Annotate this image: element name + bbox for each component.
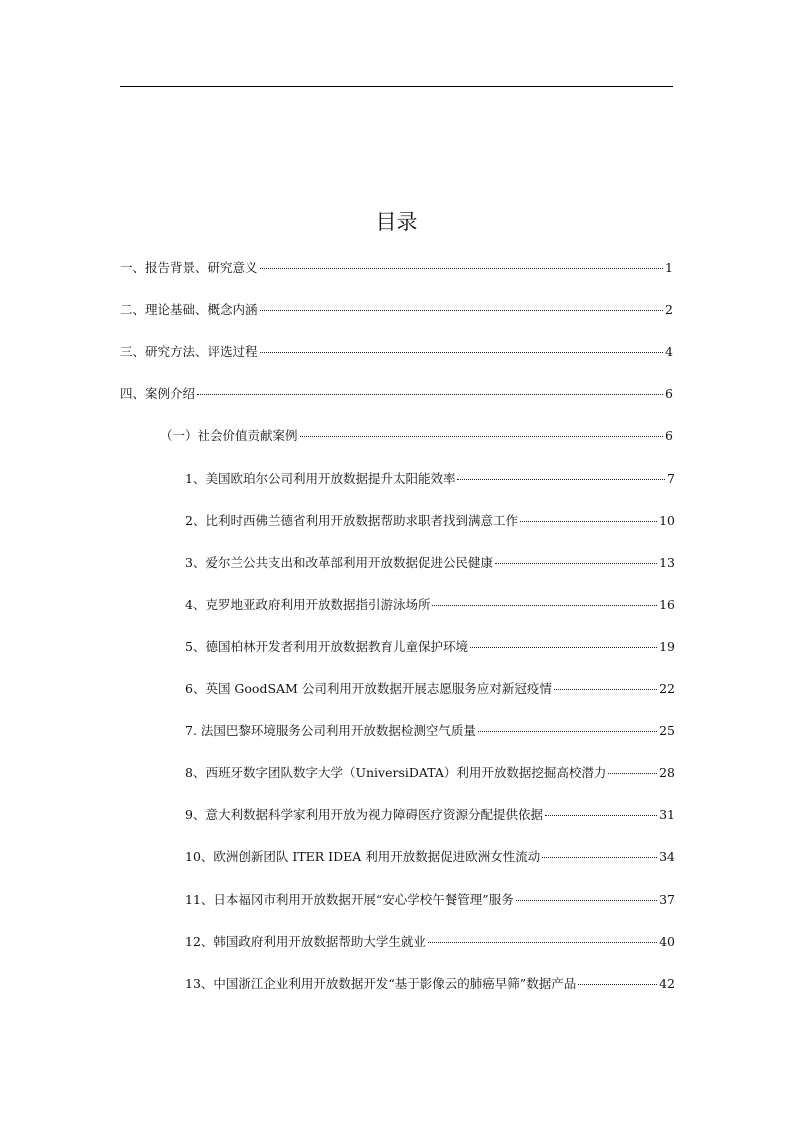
toc-page-number: 10 [659,512,675,528]
toc-dot-leader [432,604,657,606]
toc-entry[interactable] [185,928,675,956]
toc-entry-text: 10、欧洲创新团队 ITER IDEA 利用开放数据促进欧洲女性流动 [185,849,541,865]
toc-entry[interactable] [185,507,675,535]
toc-entry[interactable] [185,717,675,745]
toc-title: 目录 [375,210,418,234]
toc-entry[interactable] [120,296,673,324]
toc-page-number: 1 [665,260,673,275]
toc-entry[interactable] [185,759,675,787]
toc-dot-leader [542,856,657,858]
toc-entry[interactable] [185,801,675,829]
toc-entry-text: 8、西班牙数字团队数字大学（UniversiDATA）利用开放数据挖掘高校潜力 [185,765,607,781]
toc-entry-text: 4、克罗地亚政府利用开放数据指引游泳场所 [185,596,431,612]
toc-entry-text: 9、意大利数据科学家利用开放为视力障碍医疗资源分配提供依据 [185,807,543,823]
toc-dot-leader [520,520,657,522]
toc-dot-leader [470,646,657,648]
toc-dot-leader [495,562,657,564]
toc-entry[interactable] [120,380,673,408]
toc-entry[interactable] [185,886,675,914]
toc-entry-text: 13、中国浙江企业利用开放数据开发“基于影像云的肺癌早筛”数据产品 [185,975,577,991]
toc-entry-text: 1、美国欧珀尔公司利用开放数据提升太阳能效率 [185,470,456,486]
toc-entry-text: 5、德国柏林开发者利用开放数据教育儿童保护环境 [185,638,468,654]
toc-dot-leader [260,309,664,311]
toc-dot-leader [545,814,657,816]
toc-dot-leader [554,688,657,690]
toc-entry-text: 一、报告背景、研究意义 [120,260,258,275]
toc-page-number: 7 [667,470,675,486]
toc-entry[interactable] [185,549,675,577]
toc-page-number: 37 [659,891,675,907]
toc-entry-text: 12、韩国政府利用开放数据帮助大学生就业 [185,933,426,949]
toc-dot-leader [260,351,664,353]
toc-entry-text: 6、英国 GoodSAM 公司利用开放数据开展志愿服务应对新冠疫情 [185,681,552,696]
toc-entry-text: 二、理论基础、概念内涵 [120,302,258,318]
toc-entry[interactable] [185,970,675,998]
toc-entry[interactable] [185,591,675,619]
toc-page-number: 34 [659,849,675,865]
toc-entry-text: 11、日本福冈市利用开放数据开展“安心学校午餐管理”服务 [185,891,514,907]
toc-entry-text: （一）社会价值贡献案例 [160,428,298,444]
toc-entry-text: 3、爱尔兰公共支出和改革部利用开放数据促进公民健康 [185,554,493,570]
toc-page-number: 40 [659,933,675,949]
toc-page-number: 6 [665,428,673,444]
toc-dot-leader [478,730,657,732]
toc-dot-leader [516,899,657,901]
toc-page-number: 22 [659,681,675,696]
toc-entry[interactable] [120,338,673,366]
toc-entry-text: 7. 法国巴黎环境服务公司利用开放数据检测空气质量 [185,723,476,739]
toc-dot-leader [428,941,657,943]
toc-entry-text: 四、案例介绍 [120,386,196,402]
toc-entry[interactable] [185,465,675,493]
toc-entry[interactable] [185,843,675,871]
header-rule [120,86,673,87]
toc-dot-leader [578,983,657,985]
toc-page-number: 2 [665,302,673,318]
toc-page-number: 4 [665,344,673,360]
toc-page-number: 31 [659,807,675,823]
toc-page-number: 16 [659,596,675,612]
toc-page-number: 28 [659,765,675,781]
toc-page-number: 13 [659,554,675,570]
toc-dot-leader [608,772,657,774]
toc-entry[interactable] [185,675,675,703]
toc-entry-text: 2、比利时西佛兰德省利用开放数据帮助求职者找到满意工作 [185,512,518,528]
toc-entry[interactable] [120,254,673,282]
toc-dot-leader [300,435,664,437]
toc-dot-leader [197,393,663,395]
toc-entry[interactable] [185,633,675,661]
toc-page-number: 42 [659,975,675,991]
toc-entry[interactable] [160,422,673,450]
toc-page-number: 19 [659,638,675,654]
toc-page-number: 6 [665,386,673,402]
toc-page-number: 25 [659,723,675,739]
toc-dot-leader [260,267,664,269]
toc-entry-text: 三、研究方法、评选过程 [120,344,258,360]
toc-dot-leader [457,478,665,480]
